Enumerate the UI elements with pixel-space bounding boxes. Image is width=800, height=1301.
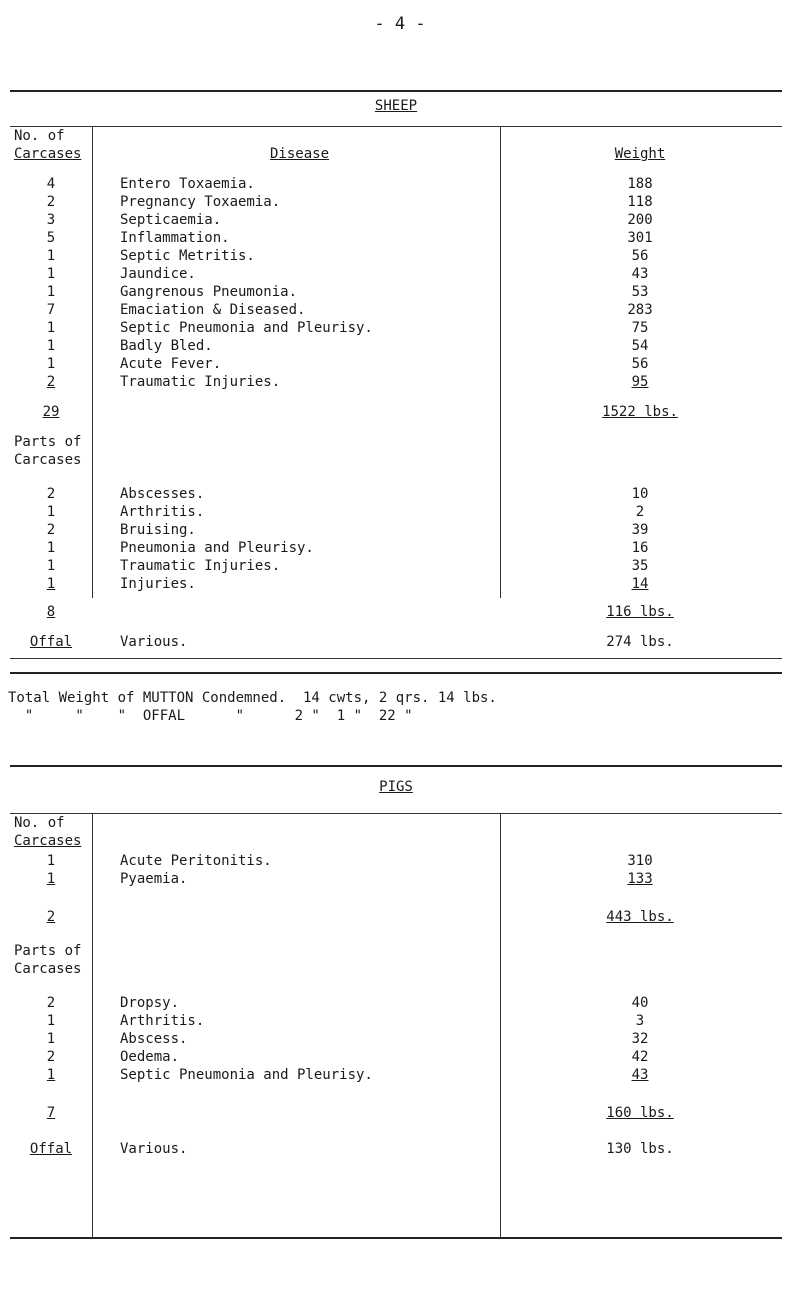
table-row bbox=[10, 520, 782, 540]
weight-cell: 283 bbox=[627, 302, 653, 318]
divider bbox=[10, 658, 782, 659]
disease-cell: Pregnancy Toxaemia. bbox=[120, 194, 281, 210]
offal-row bbox=[10, 1139, 782, 1159]
table-row bbox=[10, 538, 782, 558]
count-cell: 1 bbox=[46, 248, 56, 264]
count-cell: 1 bbox=[46, 266, 56, 282]
disease-cell: Entero Toxaemia. bbox=[120, 176, 255, 192]
total-mutton-line: Total Weight of MUTTON Condemned. 14 cwts, 2 qrs. 14 lbs. bbox=[8, 690, 497, 706]
disease-cell: Emaciation & Diseased. bbox=[120, 302, 306, 318]
weight-cell: 301 bbox=[627, 230, 653, 246]
count-cell: 7 bbox=[46, 1105, 56, 1121]
disease-cell: Jaundice. bbox=[120, 266, 196, 282]
disease-cell: Abscesses. bbox=[120, 486, 205, 502]
pigs-title: PIGS bbox=[379, 779, 413, 795]
table-row bbox=[10, 300, 782, 320]
disease-cell: Septic Pneumonia and Pleurisy. bbox=[120, 320, 373, 336]
disease-cell: Arthritis. bbox=[120, 1013, 205, 1029]
count-cell: Offal bbox=[29, 634, 73, 650]
weight-cell: 42 bbox=[631, 1049, 649, 1065]
disease-cell: Traumatic Injuries. bbox=[120, 374, 281, 390]
table-row bbox=[10, 1011, 782, 1031]
table-row bbox=[10, 336, 782, 356]
count-cell: 29 bbox=[42, 404, 60, 420]
header-weight: Weight bbox=[614, 146, 666, 162]
subtotal-row bbox=[10, 402, 782, 422]
weight-cell: 75 bbox=[631, 320, 649, 336]
count-cell: 8 bbox=[46, 604, 56, 620]
disease-cell: Badly Bled. bbox=[120, 338, 213, 354]
count-cell: 3 bbox=[46, 212, 56, 228]
table-row bbox=[10, 502, 782, 522]
disease-cell: Septicaemia. bbox=[120, 212, 222, 228]
weight-cell: 443 lbs. bbox=[606, 909, 674, 925]
disease-cell: Pneumonia and Pleurisy. bbox=[120, 540, 314, 556]
disease-cell: Various. bbox=[120, 1141, 188, 1157]
count-cell: 2 bbox=[46, 194, 56, 210]
disease-cell: Abscess. bbox=[120, 1031, 188, 1047]
count-cell: 1 bbox=[46, 338, 56, 354]
count-cell: 5 bbox=[46, 230, 56, 246]
disease-cell: Acute Fever. bbox=[120, 356, 222, 372]
table-row bbox=[10, 1065, 782, 1085]
disease-cell: Pyaemia. bbox=[120, 871, 188, 887]
parts-label: Carcases bbox=[14, 961, 82, 977]
weight-cell: 43 bbox=[631, 1067, 649, 1083]
header-no-of: No. of bbox=[14, 128, 65, 144]
count-cell: 1 bbox=[46, 1067, 56, 1083]
table-row bbox=[10, 282, 782, 302]
table-row bbox=[10, 556, 782, 576]
count-cell: 1 bbox=[46, 576, 56, 592]
table-row bbox=[10, 318, 782, 338]
disease-cell: Gangrenous Pneumonia. bbox=[120, 284, 298, 300]
count-cell: 2 bbox=[46, 995, 56, 1011]
count-cell: 2 bbox=[46, 1049, 56, 1065]
weight-cell: 10 bbox=[631, 486, 649, 502]
table-row bbox=[10, 993, 782, 1013]
disease-cell: Oedema. bbox=[120, 1049, 180, 1065]
disease-cell: Dropsy. bbox=[120, 995, 180, 1011]
weight-cell: 16 bbox=[631, 540, 649, 556]
table-row bbox=[10, 372, 782, 392]
header-carcases: Carcases bbox=[14, 146, 82, 162]
weight-cell: 56 bbox=[631, 248, 649, 264]
weight-cell: 130 lbs. bbox=[606, 1141, 674, 1157]
count-cell: 1 bbox=[46, 1013, 56, 1029]
count-cell: 2 bbox=[46, 909, 56, 925]
table-row bbox=[10, 851, 782, 871]
offal-row bbox=[10, 632, 782, 652]
pigs-table bbox=[10, 765, 782, 1239]
count-cell: 4 bbox=[46, 176, 56, 192]
table-row bbox=[10, 574, 782, 594]
disease-cell: Acute Peritonitis. bbox=[120, 853, 272, 869]
weight-cell: 40 bbox=[631, 995, 649, 1011]
disease-cell: Arthritis. bbox=[120, 504, 205, 520]
weight-cell: 32 bbox=[631, 1031, 649, 1047]
disease-cell: Injuries. bbox=[120, 576, 196, 592]
disease-cell: Septic Pneumonia and Pleurisy. bbox=[120, 1067, 373, 1083]
weight-cell: 274 lbs. bbox=[606, 634, 674, 650]
disease-cell: Various. bbox=[120, 634, 188, 650]
disease-cell: Inflammation. bbox=[120, 230, 230, 246]
table-row bbox=[10, 192, 782, 212]
weight-cell: 116 lbs. bbox=[606, 604, 674, 620]
weight-cell: 160 lbs. bbox=[606, 1105, 674, 1121]
count-cell: 1 bbox=[46, 558, 56, 574]
count-cell: 1 bbox=[46, 504, 56, 520]
table-row bbox=[10, 228, 782, 248]
parts-label: Parts of bbox=[14, 943, 82, 959]
disease-cell: Bruising. bbox=[120, 522, 196, 538]
table-row bbox=[10, 264, 782, 284]
weight-cell: 133 bbox=[627, 871, 653, 887]
weight-cell: 56 bbox=[631, 356, 649, 372]
sheep-title: SHEEP bbox=[374, 98, 418, 114]
table-row bbox=[10, 174, 782, 194]
weight-cell: 43 bbox=[631, 266, 649, 282]
page-number: - 4 - bbox=[374, 14, 426, 34]
disease-cell: Septic Metritis. bbox=[120, 248, 255, 264]
count-cell: 1 bbox=[46, 356, 56, 372]
count-cell: 2 bbox=[46, 486, 56, 502]
table-row bbox=[10, 1047, 782, 1067]
weight-cell: 14 bbox=[631, 576, 649, 592]
header-carcases: Carcases bbox=[14, 833, 82, 849]
count-cell: 1 bbox=[46, 871, 56, 887]
count-cell: Offal bbox=[29, 1141, 73, 1157]
count-cell: 1 bbox=[46, 1031, 56, 1047]
count-cell: 7 bbox=[46, 302, 56, 318]
count-cell: 1 bbox=[46, 320, 56, 336]
subtotal-row bbox=[10, 907, 782, 927]
sheep-table bbox=[10, 90, 782, 674]
weight-cell: 118 bbox=[627, 194, 653, 210]
parts-label: Parts of bbox=[14, 434, 82, 450]
weight-cell: 1522 lbs. bbox=[602, 404, 678, 420]
table-row bbox=[10, 354, 782, 374]
table-row bbox=[10, 246, 782, 266]
weight-cell: 53 bbox=[631, 284, 649, 300]
count-cell: 2 bbox=[46, 374, 56, 390]
table-row bbox=[10, 484, 782, 504]
weight-cell: 54 bbox=[631, 338, 649, 354]
subtotal-row bbox=[10, 602, 782, 622]
count-cell: 2 bbox=[46, 522, 56, 538]
weight-cell: 200 bbox=[627, 212, 653, 228]
table-row bbox=[10, 210, 782, 230]
parts-label: Carcases bbox=[14, 452, 82, 468]
weight-cell: 3 bbox=[635, 1013, 645, 1029]
weight-cell: 188 bbox=[627, 176, 653, 192]
table-row bbox=[10, 1029, 782, 1049]
weight-cell: 95 bbox=[631, 374, 649, 390]
count-cell: 1 bbox=[46, 284, 56, 300]
total-offal-line: " " " OFFAL " 2 " 1 " 22 " bbox=[8, 708, 413, 724]
header-disease: Disease bbox=[270, 146, 330, 162]
weight-cell: 39 bbox=[631, 522, 649, 538]
subtotal-row bbox=[10, 1103, 782, 1123]
weight-cell: 2 bbox=[635, 504, 645, 520]
weight-cell: 35 bbox=[631, 558, 649, 574]
count-cell: 1 bbox=[46, 853, 56, 869]
weight-cell: 310 bbox=[627, 853, 653, 869]
table-row bbox=[10, 869, 782, 889]
header-no-of: No. of bbox=[14, 815, 65, 831]
count-cell: 1 bbox=[46, 540, 56, 556]
disease-cell: Traumatic Injuries. bbox=[120, 558, 281, 574]
